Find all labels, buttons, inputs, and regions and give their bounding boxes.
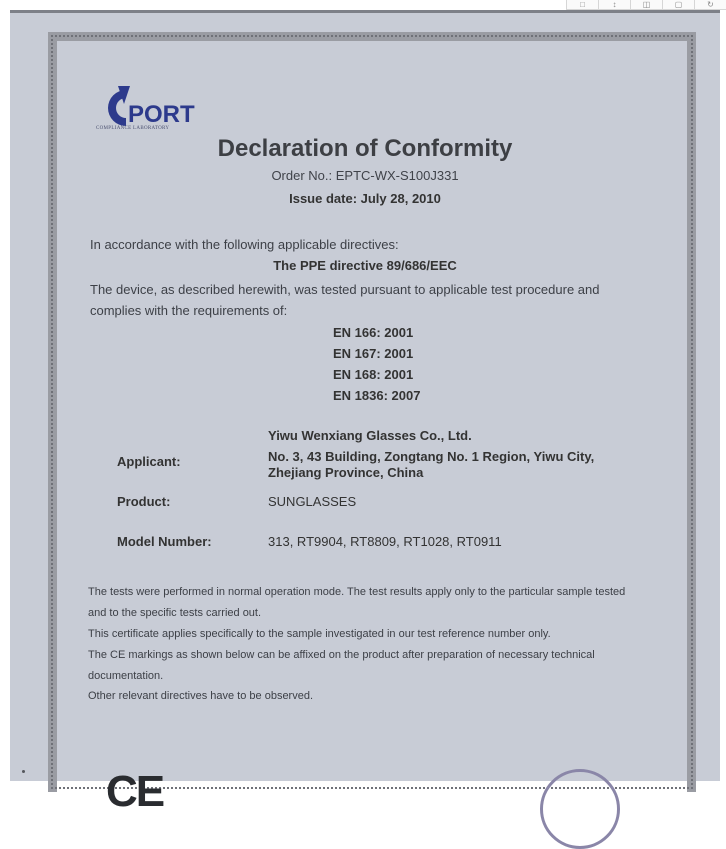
note-line: and to the specific tests carried out. <box>88 607 262 619</box>
issue-date: Issue date: July 28, 2010 <box>289 191 441 206</box>
standard-item: EN 166: 2001 <box>333 325 414 340</box>
logo-subtitle: COMPLIANCE LABORATORY <box>96 126 170 131</box>
document-title: Declaration of Conformity <box>217 135 513 162</box>
directive-name: The PPE directive 89/686/EEC <box>273 258 457 273</box>
ce-mark: CE <box>106 767 164 816</box>
order-number: Order No.: EPTC-WX-S100J331 <box>271 168 459 183</box>
note-line: This certificate applies specifically to the sample investigated in our test reference number only. <box>88 628 551 640</box>
standard-item: EN 167: 2001 <box>333 346 414 361</box>
model-value: 313, RT9904, RT8809, RT1028, RT0911 <box>268 534 502 549</box>
fit-icon[interactable]: ↕ <box>598 0 630 10</box>
directive-intro: In accordance with the following applicable directives: <box>90 237 399 252</box>
note-line: The tests were performed in normal operation mode. The test results apply only to the particular sample tested <box>88 586 626 598</box>
logo-word: PORT <box>128 101 195 128</box>
applicant-label: Applicant: <box>117 454 181 469</box>
columns-icon[interactable]: ◫ <box>630 0 662 10</box>
product-label: Product: <box>117 494 171 509</box>
applicant-name: Yiwu Wenxiang Glasses Co., Ltd. <box>268 428 472 443</box>
rotate-icon[interactable]: ↻ <box>694 0 726 10</box>
viewer-toolbar <box>546 0 726 10</box>
note-line: documentation. <box>88 670 164 682</box>
tested-line-1: The device, as described herewith, was tested pursuant to applicable test procedure and <box>90 282 600 297</box>
applicant-address-1: No. 3, 43 Building, Zongtang No. 1 Region, Yiwu City, <box>268 449 595 464</box>
official-seal <box>540 769 620 849</box>
note-line: Other relevant directives have to be observed. <box>88 690 314 702</box>
tested-line-2: complies with the requirements of: <box>90 303 288 318</box>
certificate-scan <box>10 10 720 816</box>
model-label: Model Number: <box>117 534 212 549</box>
scan-speck <box>22 770 25 773</box>
standard-item: EN 168: 2001 <box>333 367 414 382</box>
standard-item: EN 1836: 2007 <box>333 388 421 403</box>
product-value: SUNGLASSES <box>268 494 357 509</box>
page-icon[interactable]: □ <box>566 0 598 10</box>
single-page-icon[interactable]: ▢ <box>662 0 694 10</box>
applicant-address-2: Zhejiang Province, China <box>268 465 424 480</box>
note-line: The CE markings as shown below can be affixed on the product after preparation of necessary technical <box>88 649 595 661</box>
